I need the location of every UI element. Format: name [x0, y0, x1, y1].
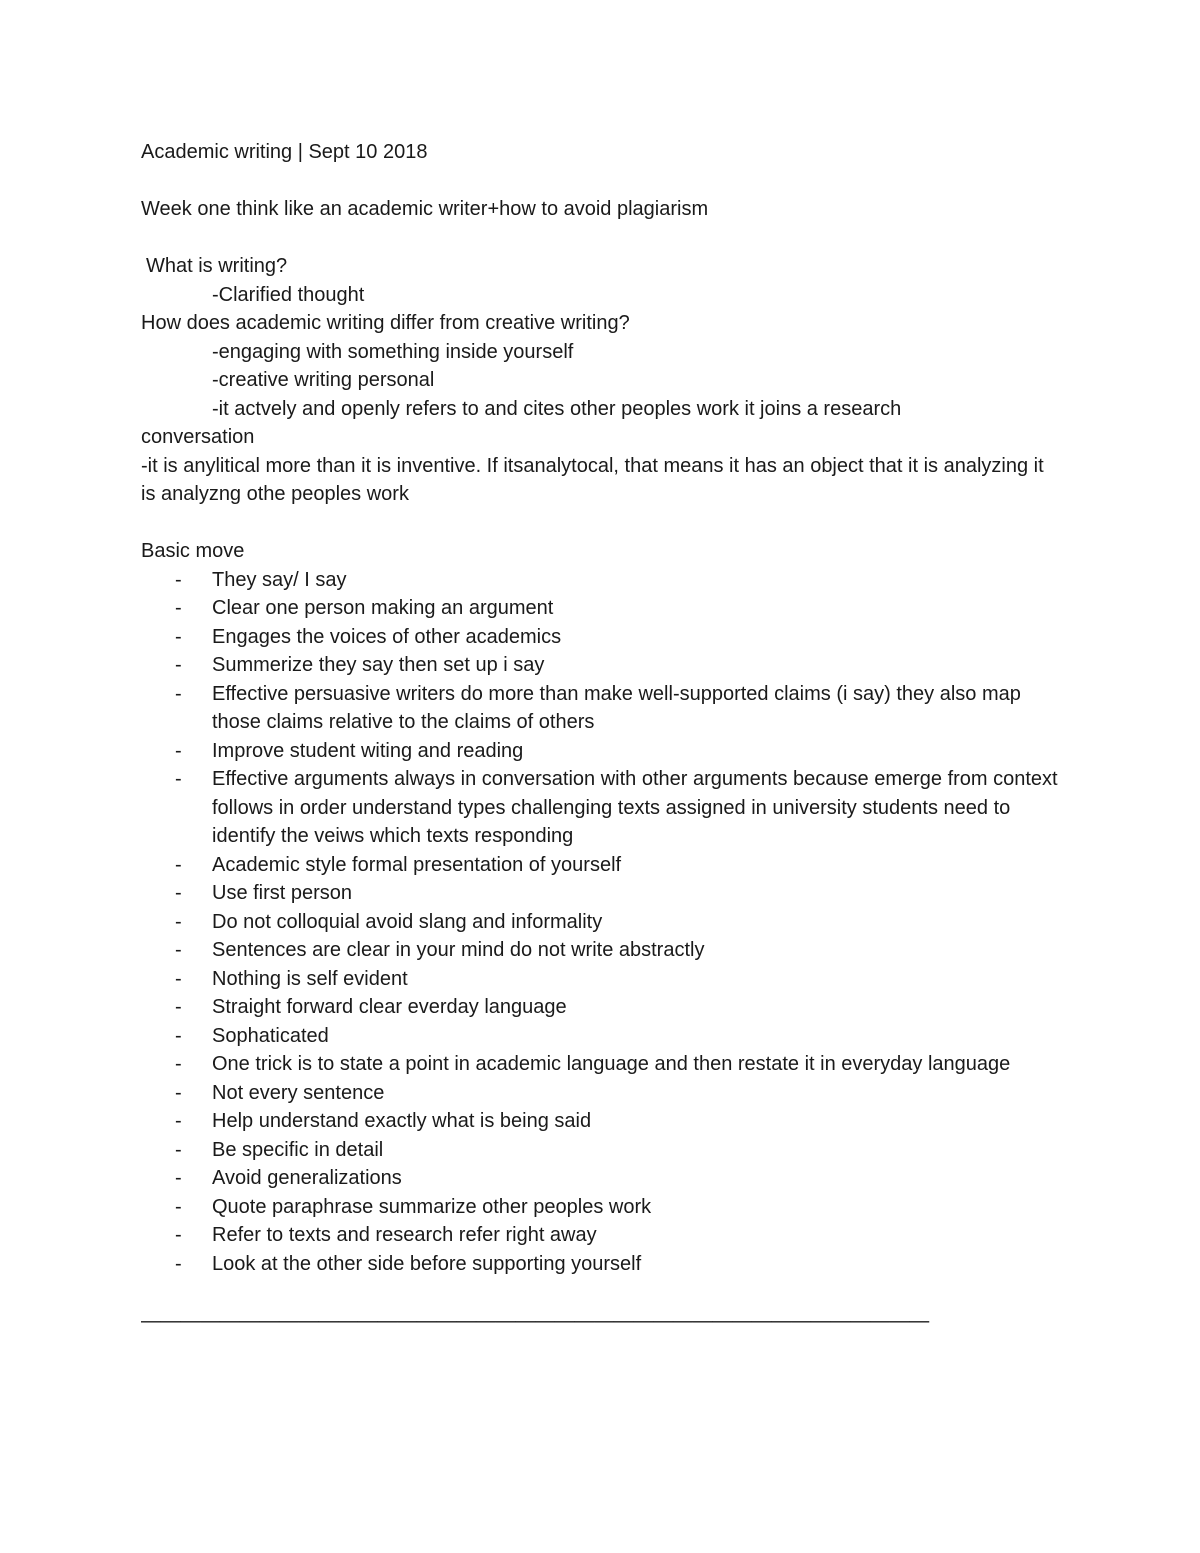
bullet-dash: - — [175, 597, 182, 619]
bullet-dash: - — [175, 1195, 182, 1218]
bullet-text: Effective arguments always in conversation with other arguments because emerge from context follows in order understand types challenging texts assigned in university students need to identify the veiws which texts responding — [212, 768, 1058, 847]
bullet-dash: - — [175, 1167, 182, 1189]
bullet-text: Be specific in detail — [212, 1138, 384, 1161]
bullet-text: One trick is to state a point in academic language and then restate it in everyday language — [212, 1053, 1011, 1075]
bullet-text: Academic style formal presentation of yourself — [212, 853, 622, 876]
bullet-text: Avoid generalizations — [212, 1167, 402, 1189]
bullet-dash: - — [175, 882, 182, 904]
bullet-dash: - — [175, 1252, 182, 1275]
bullet-text: Sophaticated — [212, 1024, 329, 1047]
bullet-dash: - — [175, 768, 182, 790]
list-item — [141, 965, 1060, 994]
week-heading: Week one think like an academic writer+how to avoid plagiarism — [141, 198, 709, 220]
spacer — [141, 167, 1060, 196]
list-item — [141, 680, 1060, 737]
bullet-text: Do not colloquial avoid slang and informality — [212, 910, 603, 933]
bullet-dash: - — [175, 910, 182, 933]
bullet-dash: - — [175, 1053, 182, 1075]
bullet-dash: - — [175, 1081, 182, 1104]
list-item — [141, 936, 1060, 965]
bullet-dash: - — [175, 568, 182, 591]
list-item — [141, 851, 1060, 880]
bullet-dash: - — [175, 853, 182, 876]
bullet-dash: - — [175, 967, 182, 990]
bullet-dash: - — [175, 1024, 182, 1047]
list-item — [141, 879, 1060, 908]
bullet-text: Straight forward clear everday language — [212, 996, 567, 1018]
bullet-text: Quote paraphrase summarize other peoples work — [212, 1195, 652, 1218]
list-item — [141, 1221, 1060, 1250]
basic-move-heading: Basic move — [141, 540, 245, 562]
answer-continuation: conversation — [141, 426, 255, 448]
list-item — [141, 1050, 1060, 1079]
answer-line: -it actvely and openly refers to and cites other peoples work it joins a research — [212, 397, 902, 420]
bullet-dash: - — [175, 1138, 182, 1161]
list-item — [141, 765, 1060, 851]
bullet-text: Nothing is self evident — [212, 967, 408, 990]
list-item — [141, 1022, 1060, 1051]
bullet-text: Use first person — [212, 882, 353, 904]
separator-line: ———————————————————————————————————————— — [141, 1309, 930, 1332]
list-item — [141, 993, 1060, 1022]
bullet-dash: - — [175, 682, 182, 705]
bullet-text: Look at the other side before supporting yourself — [212, 1252, 642, 1275]
list-item — [141, 1136, 1060, 1165]
list-item — [141, 594, 1060, 623]
bullet-dash: - — [175, 654, 182, 676]
bullet-text: Not every sentence — [212, 1081, 385, 1104]
list-item — [141, 1107, 1060, 1136]
bullet-text: Help understand exactly what is being said — [212, 1110, 592, 1132]
list-item — [141, 908, 1060, 937]
bullet-text: Engages the voices of other academics — [212, 625, 562, 648]
bullet-list — [141, 566, 1060, 1279]
bullet-dash: - — [175, 996, 182, 1018]
bullet-text: Refer to texts and research refer right away — [212, 1224, 597, 1246]
list-item — [141, 737, 1060, 766]
bullet-text: Summerize they say then set up i say — [212, 654, 545, 676]
spacer — [141, 509, 1060, 538]
bullet-dash: - — [175, 939, 182, 961]
bullet-dash: - — [175, 1110, 182, 1132]
document-title: Academic writing | Sept 10 2018 — [141, 141, 428, 163]
answer-clarified-thought: -Clarified thought — [212, 283, 365, 306]
bullet-text: Sentences are clear in your mind do not write abstractly — [212, 939, 705, 961]
list-item — [141, 1079, 1060, 1108]
bullet-dash: - — [175, 625, 182, 648]
bullet-text: They say/ I say — [212, 568, 347, 591]
bullet-dash: - — [175, 1224, 182, 1246]
bullet-text: Improve student witing and reading — [212, 739, 524, 762]
list-item — [141, 1193, 1060, 1222]
bullet-dash: - — [175, 739, 182, 762]
bullet-text: Clear one person making an argument — [212, 597, 554, 619]
bullet-text: Effective persuasive writers do more than make well-supported claims (i say) they also map those claims relative to the claims of others — [212, 682, 1021, 733]
question-what-is-writing: What is writing? — [146, 255, 288, 277]
list-item — [141, 1164, 1060, 1193]
list-item — [141, 566, 1060, 595]
answer-line: -engaging with something inside yourself — [212, 340, 574, 363]
answer-analytical: -it is anylitical more than it is inventive. If itsanalytocal, that means it has an object that it is analyzing it is analyzng othe peoples work — [141, 454, 1044, 505]
list-item — [141, 651, 1060, 680]
question-academic-vs-creative: How does academic writing differ from creative writing? — [141, 312, 630, 334]
list-item — [141, 623, 1060, 652]
answer-line: -creative writing personal — [212, 369, 435, 391]
list-item — [141, 1250, 1060, 1279]
spacer — [141, 224, 1060, 253]
